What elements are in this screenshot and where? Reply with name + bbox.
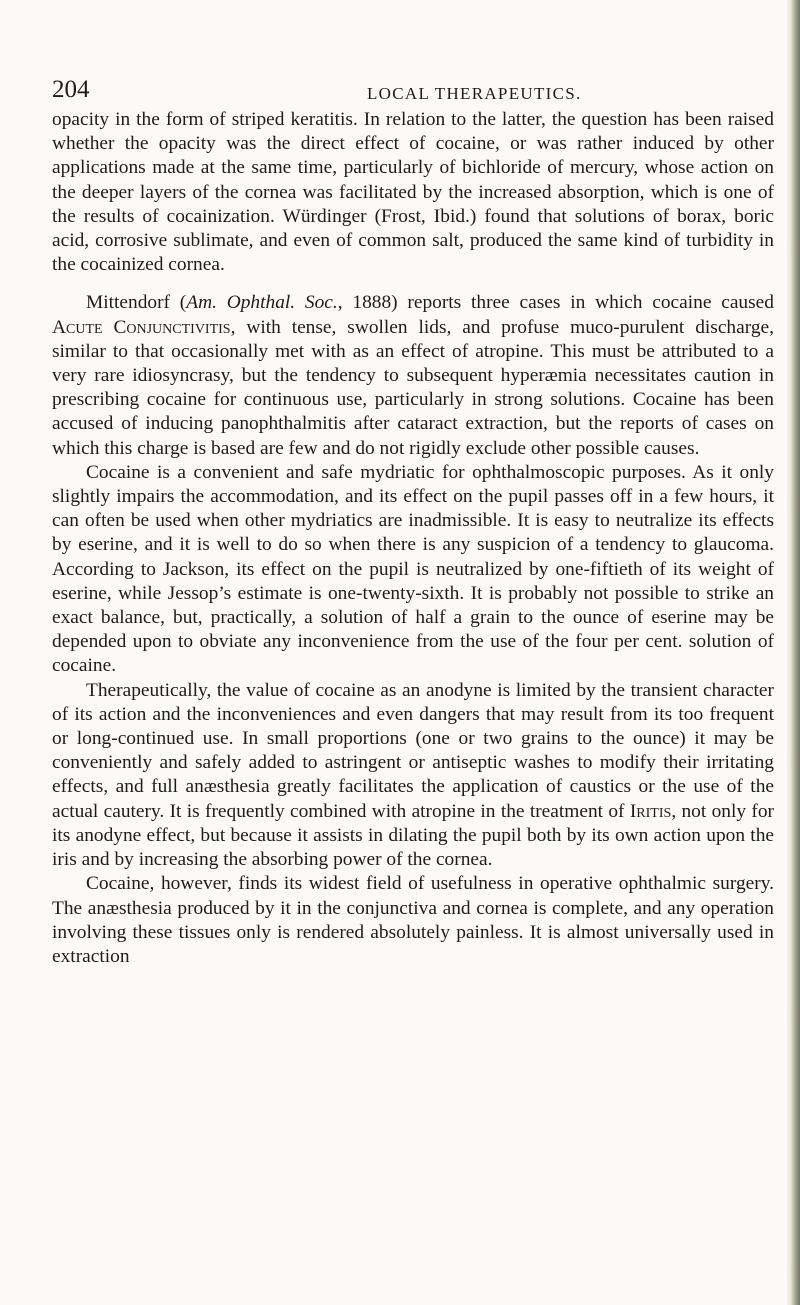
paragraph-text: Cocaine, however, finds its widest field of usefulness in operative ophthalmic surgery. The anæsthesia produced by it in the conjunctiva and cornea is complete, and any operation involving these tissues only is rendered absolutely painless. It is almost universally used in extraction xyxy=(52,873,774,967)
paragraph-gap xyxy=(52,277,774,291)
paragraph-text: , with tense, swollen lids, and profuse muco-purulent discharge, similar to that occasionally met with as an effect of atropine. This must be attributed to a very rare idiosyncrasy, but the tendency to subsequent hyperæmia necessitates caution in prescribing cocaine for continuous use, particularly in strong solutions. Cocaine has been accused of inducing panophthalmitis after cataract extraction, but the reports of cases on which this charge is based are few and do not rigidly exclude other possible causes. xyxy=(52,316,774,459)
page-number: 204 xyxy=(52,76,90,103)
paragraph-acute-conjunctivitis xyxy=(52,291,774,460)
paragraph-therapeutic-value xyxy=(52,679,774,873)
book-page xyxy=(52,72,774,969)
running-head: LOCAL THERAPEUTICS. xyxy=(367,84,582,103)
paragraph-text: opacity in the form of striped keratitis. In relation to the latter, the question has been raised whether the opacity was the direct effect of cocaine, or was rather induced by other applications made at the same time, particularly of bichloride of mercury, whose action on the deeper layers of the cornea was facilitated by the increased absorption, which is one of the results of cocainization. Würdinger (Frost, Ibid.) found that solutions of borax, boric acid, corrosive sublimate, and even of common salt, produced the same kind of turbidity in the cocainized cornea. xyxy=(52,109,774,276)
paragraph-text: Cocaine is a convenient and safe mydriatic for ophthalmoscopic purposes. As it only slightly impairs the accommodation, and its effect on the pupil passes off in a few hours, it can often be used when other mydriatics are inadmissible. It is easy to neutralize its effects by eserine, and it is well to do so when there is any suspicion of a tendency to glaucoma. According to Jackson, its effect on the pupil is neutralized by one-fiftieth of its weight of eserine, while Jessop’s estimate is one-twenty-sixth. It is probably not possible to strike an exact balance, but, practically, a solution of half a grain to the ounce of eserine may be depended upon to obviate any inconvenience from the use of the four per cent. solution of cocaine. xyxy=(52,461,774,677)
condition-heading: Acute Conjunctivitis xyxy=(52,316,231,338)
condition-heading: Iritis xyxy=(629,800,672,822)
paragraph-text: , 1888) reports three cases in which cocaine caused xyxy=(337,292,774,314)
paragraph-operative-surgery xyxy=(52,872,774,969)
paragraph-striped-keratitis xyxy=(52,108,774,277)
journal-citation: Am. Ophthal. Soc. xyxy=(186,292,338,314)
book-spine-shadow xyxy=(786,0,800,1305)
paragraph-text: Therapeutically, the value of cocaine as an anodyne is limited by the transient character of its action and the inconveniences and even dangers that may result from its too frequent or long-continued use. In small proportions (one or two grains to the ounce) it may be conveniently and safely added to astringent or antiseptic washes to modify their irritating effects, and full anæsthesia greatly facilitates the application of caustics or the use of the actual cautery. It is frequently combined with atropine in the treatment of xyxy=(52,679,774,822)
paragraph-text: , not only for its anodyne effect, but because it assists in dilating the pupil both by its own action upon the iris and by increasing the absorbing power of the cornea. xyxy=(52,800,774,871)
page-header xyxy=(52,72,774,108)
paragraph-text: Mittendorf ( xyxy=(86,292,187,314)
paragraph-mydriatic xyxy=(52,461,774,679)
